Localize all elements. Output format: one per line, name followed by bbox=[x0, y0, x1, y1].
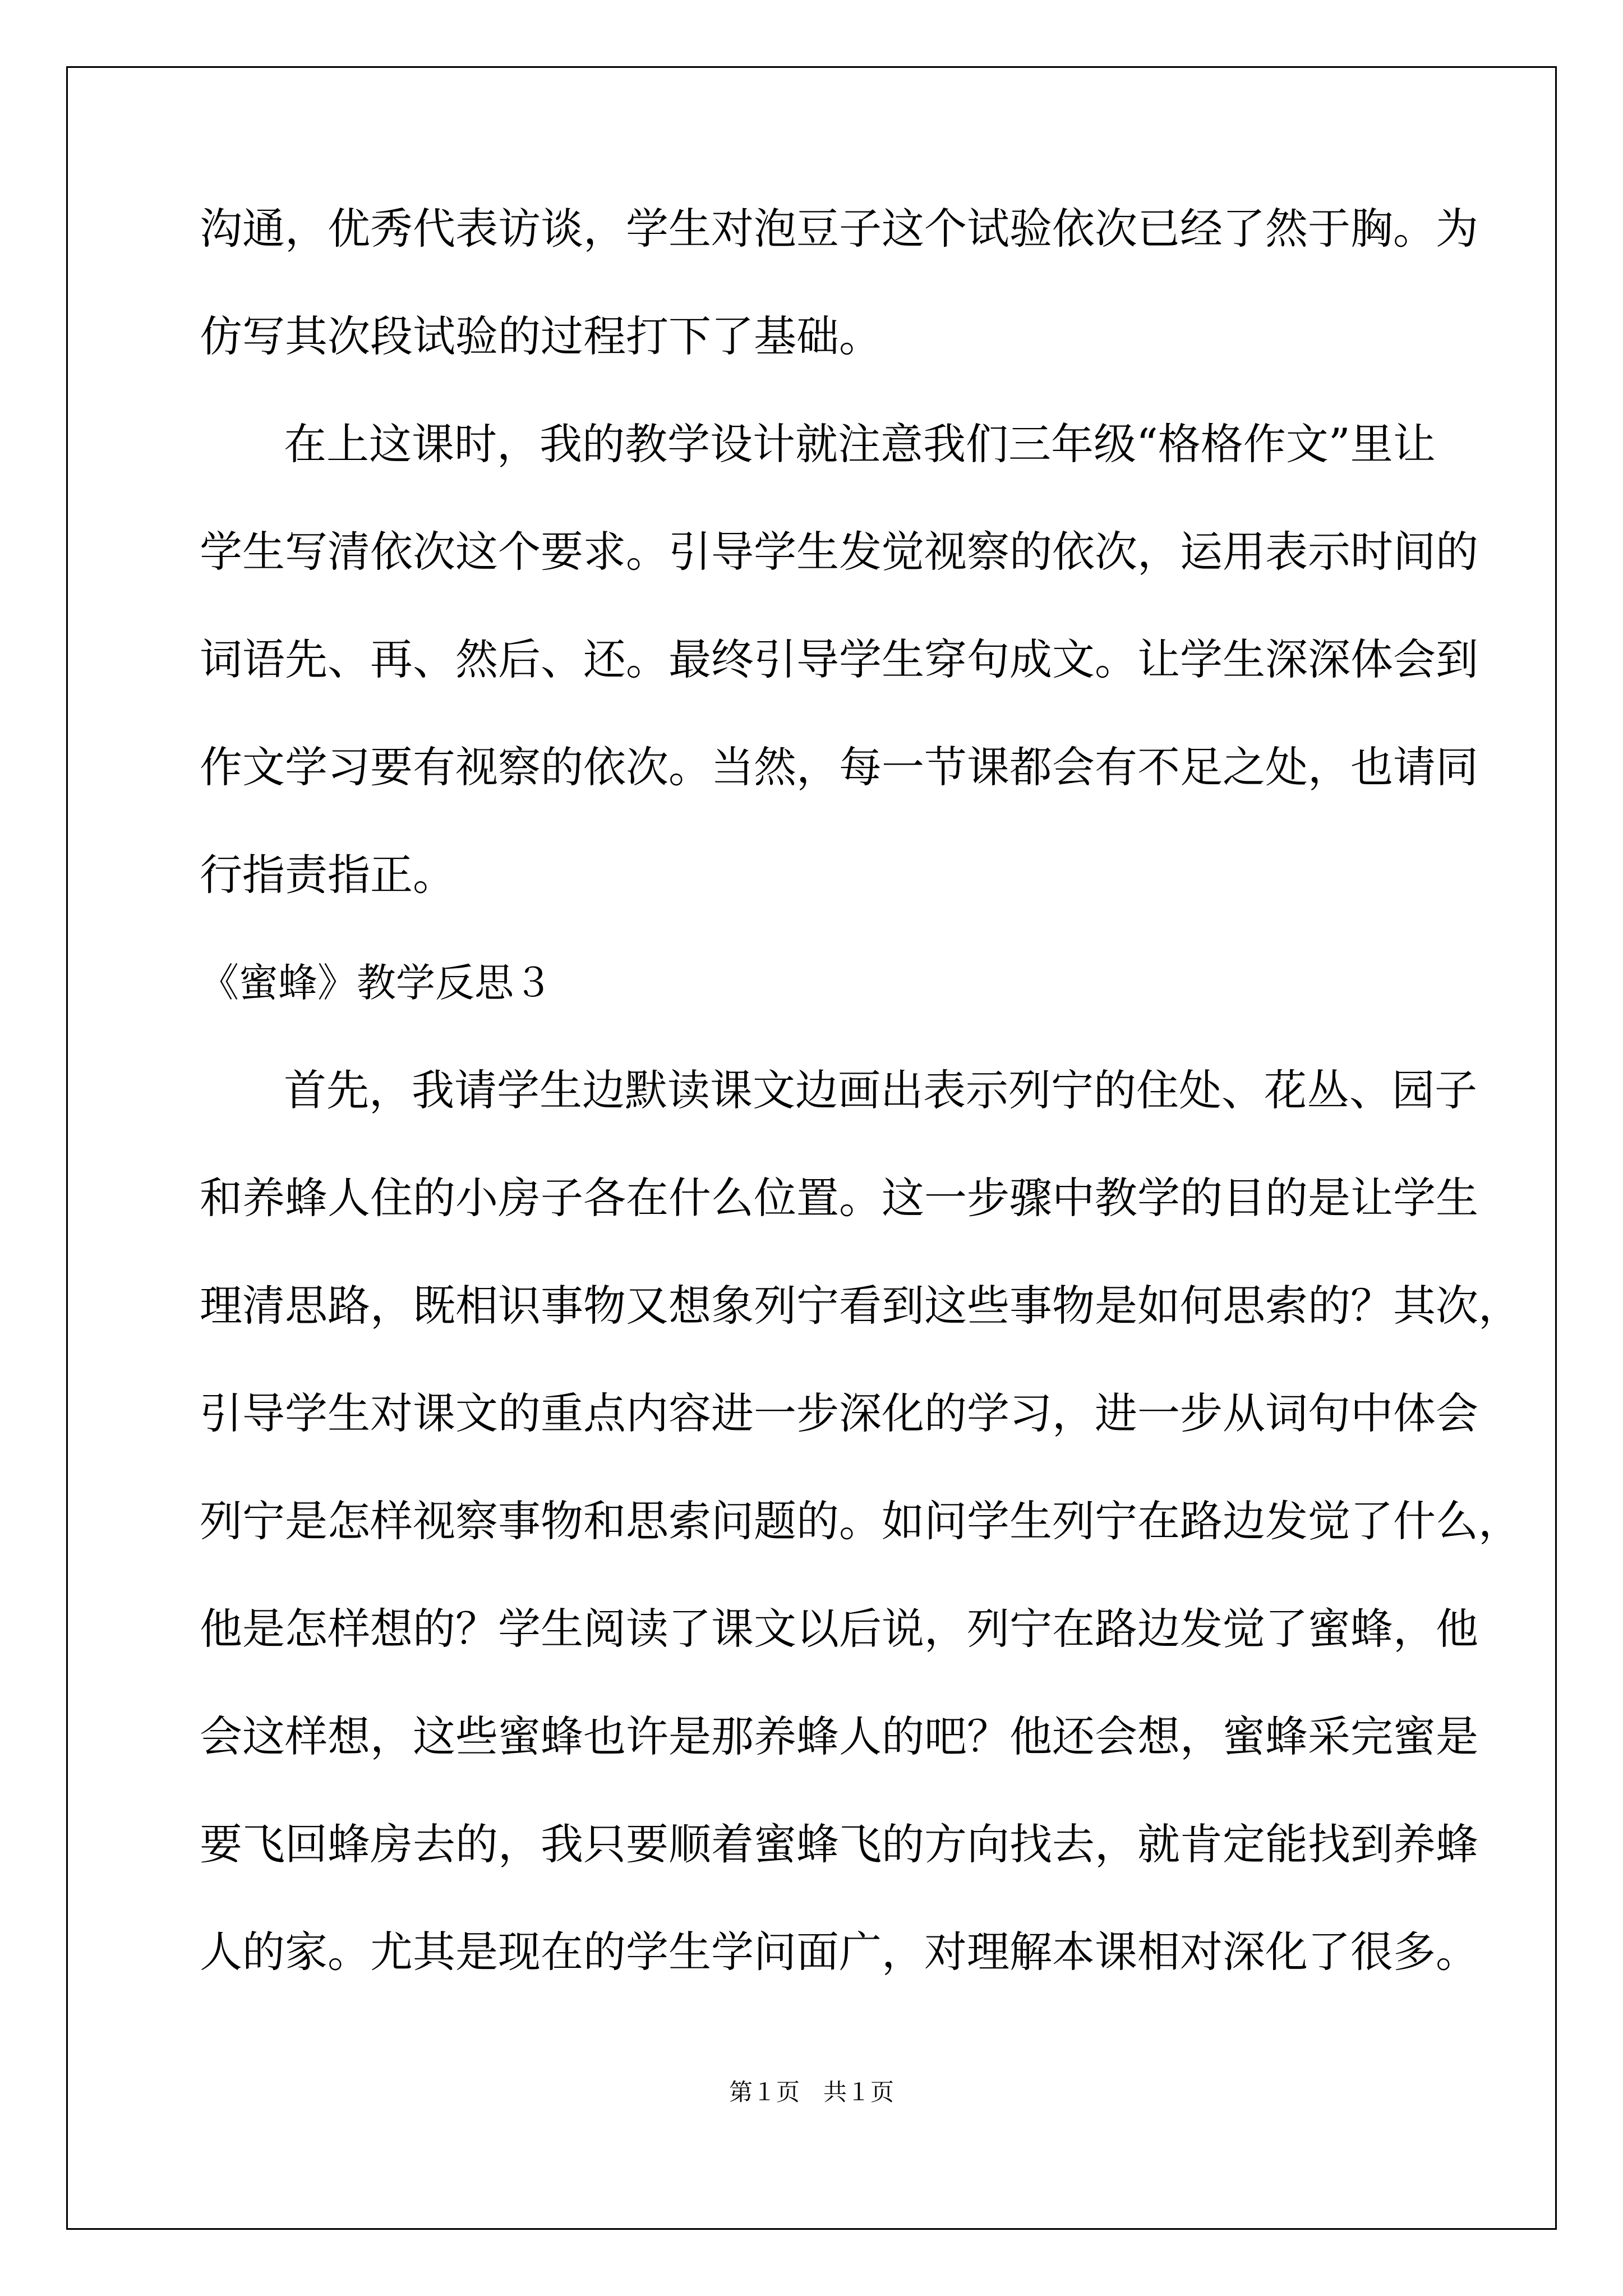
page-number-footer: 第１页 共１页 bbox=[728, 2078, 894, 2106]
text-line: 首先，我请学生边默读课文边画出表示列宁的住处、花丛、园子 bbox=[284, 1065, 1477, 1115]
text-line: 在上这课时，我的教学设计就注意我们三年级“格格作文”里让 bbox=[284, 419, 1436, 469]
text-line: 词语先、再、然后、还。最终引导学生穿句成文。让学生深深体会到 bbox=[200, 634, 1478, 684]
text-line: 理清思路，既相识事物又想象列宁看到这些事物是如何思索的？其次， bbox=[200, 1281, 1521, 1331]
text-line: 要飞回蜂房去的，我只要顺着蜜蜂飞的方向找去，就肯定能找到养蜂 bbox=[200, 1819, 1478, 1869]
text-line: 人的家。尤其是现在的学生学问面广，对理解本课相对深化了很多。 bbox=[200, 1927, 1478, 1977]
text-line: 他是怎样想的？学生阅读了课文以后说，列宁在路边发觉了蜜蜂，他 bbox=[200, 1604, 1478, 1654]
text-line: 列宁是怎样视察事物和思索问题的。如问学生列宁在路边发觉了什么， bbox=[200, 1496, 1521, 1546]
text-line: 会这样想，这些蜜蜂也许是那养蜂人的吧？他还会想，蜜蜂采完蜜是 bbox=[200, 1711, 1478, 1761]
section-heading: 《蜜蜂》教学反思３ bbox=[200, 960, 553, 1006]
text-line: 学生写清依次这个要求。引导学生发觉视察的依次，运用表示时间的 bbox=[200, 527, 1478, 577]
document-body bbox=[200, 202, 1521, 2033]
text-line: 作文学习要有视察的依次。当然，每一节课都会有不足之处，也请同 bbox=[200, 742, 1478, 792]
text-line: 沟通，优秀代表访谈，学生对泡豆子这个试验依次已经了然于胸。为 bbox=[200, 204, 1478, 254]
text-line: 和养蜂人住的小房子各在什么位置。这一步骤中教学的目的是让学生 bbox=[200, 1173, 1478, 1223]
text-line: 仿写其次段试验的过程打下了基础。 bbox=[200, 311, 882, 361]
text-line: 行指责指正。 bbox=[200, 850, 455, 900]
text-line: 引导学生对课文的重点内容进一步深化的学习，进一步从词句中体会 bbox=[200, 1388, 1478, 1438]
